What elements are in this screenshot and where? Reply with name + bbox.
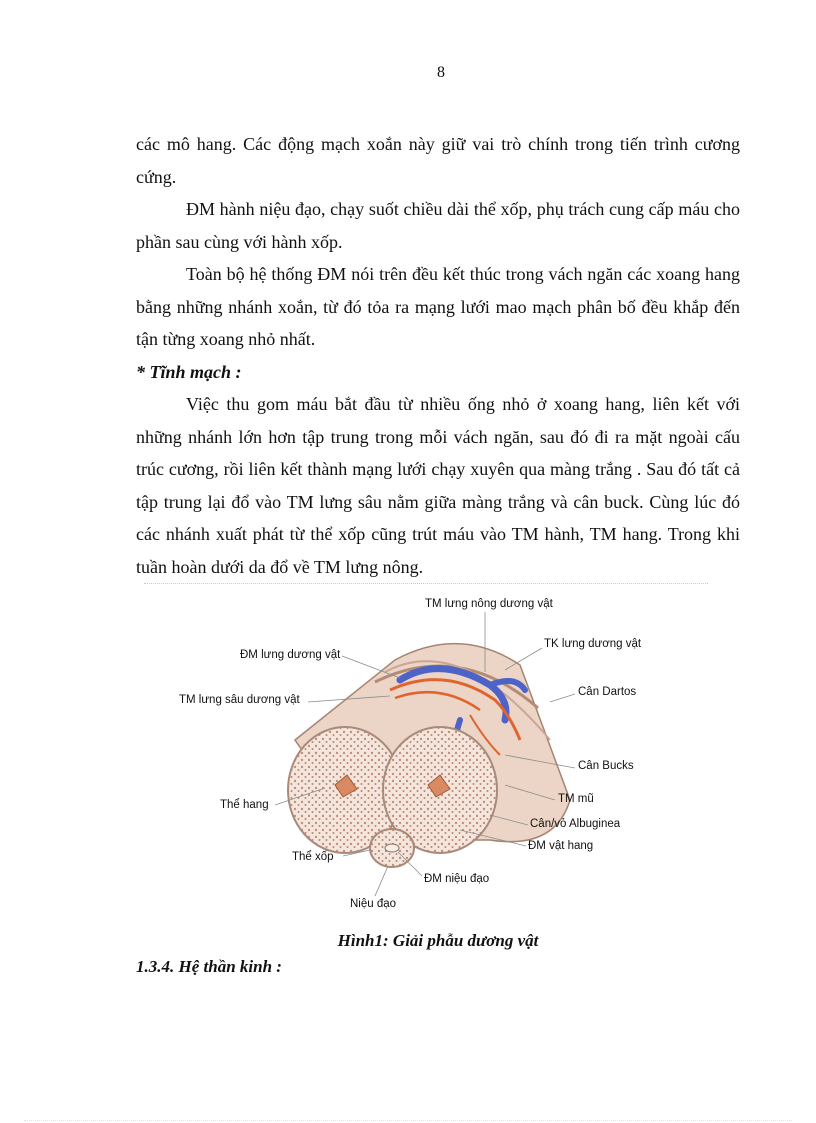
label-tm-lung-sau: TM lưng sâu dương vật <box>179 694 300 706</box>
label-the-xop: Thể xốp <box>292 851 334 863</box>
section-heading: 1.3.4. Hệ thần kinh : <box>136 957 282 976</box>
paragraph-continued: các mô hang. Các động mạch xoắn này giữ vai trò chính trong tiến trình cương cứng. <box>136 134 740 187</box>
anatomy-figure <box>160 590 660 920</box>
label-tm-mu: TM mũ <box>558 793 594 805</box>
label-nieu-dao: Niệu đạo <box>350 898 397 910</box>
label-can-bucks: Cân Bucks <box>578 760 634 772</box>
label-dm-vat-hang: ĐM vật hang <box>528 840 594 852</box>
paragraph-tinh-mach: Việc thu gom máu bắt đầu từ nhiều ống nhỏ ở xoang hang, liên kết với những nhánh lớn hơn tập trung trong mỗi vách ngăn, sau đó đi ra mặt ngoài cấu trúc cương, rồi liên kết thành mạng lưới chạy xuyên qua màng trắng . Sau đó tất cả tập trung lại đổ vào TM lưng sâu nằm giữa màng trắng và cân buck. Cùng lúc đó các nhánh xuất phát từ thể xốp cũng trút máu vào TM hành, TM hang. Trong khi tuần hoàn dưới da đổ về TM lưng nông. <box>136 394 740 577</box>
subheading-tinh-mach: * Tĩnh mạch : <box>136 361 242 382</box>
label-dm-nieu-dao: ĐM niệu đạo <box>424 873 490 885</box>
page-number: 8 <box>437 64 445 81</box>
label-tm-lung-nong: TM lưng nông dương vật <box>425 598 553 610</box>
body-text <box>136 128 740 583</box>
paragraph-he-thong-dm: Toàn bộ hệ thống ĐM nói trên đều kết thúc trong vách ngăn các xoang hang bằng những nhánh xoắn, từ đó tỏa ra mạng lưới mao mạch phân bố đều khắp đến tận từng xoang nhỏ nhất. <box>136 264 740 349</box>
label-can-dartos: Cân Dartos <box>578 686 637 698</box>
label-can-vo-albuginea: Cân/vỏ Albuginea <box>530 818 621 830</box>
label-the-hang: Thể hang <box>220 799 269 811</box>
label-dm-lung: ĐM lưng dương vật <box>240 649 341 661</box>
page-bottom-border <box>24 1120 792 1121</box>
divider-line <box>144 583 708 584</box>
figure-caption: Hình1: Giải phẫu dương vật <box>337 931 539 950</box>
paragraph-dm-hanh-nieu-dao: ĐM hành niệu đạo, chạy suốt chiều dài thể xốp, phụ trách cung cấp máu cho phần sau cùng với hành xốp. <box>136 199 740 252</box>
label-tk-lung: TK lưng dương vật <box>544 638 642 650</box>
